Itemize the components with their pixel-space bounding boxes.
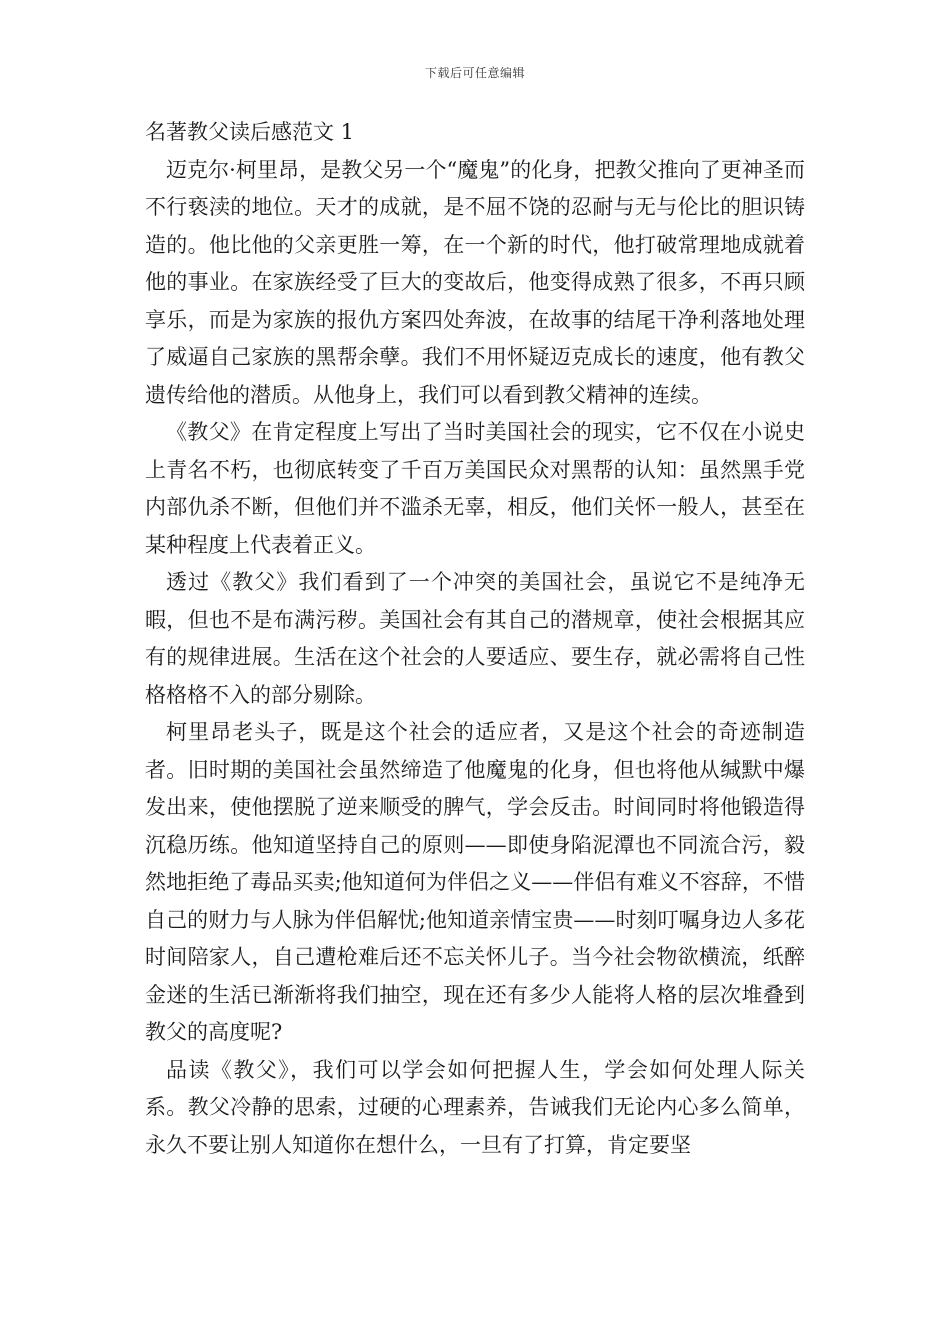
paragraph: 迈克尔·柯里昂，是教父另一个“魔鬼”的化身，把教父推向了更神圣而不行亵渎的地位。天才的成就，是不屈不饶的忍耐与无与伦比的胆识铸造的。他比他的父亲更胜一筹，在一个新的时代，他打破常理地成就着他的事业。在家族经受了巨大的变故后，他变得成熟了很多，不再只顾享乐，而是为家族的报仇方案四处奔波，在故事的结尾干净利落地处理了威逼自己家族的黑帮余孽。我们不用怀疑迈克成长的速度，他有教父遗传给他的潜质。从他身上，我们可以看到教父精神的连续。 xyxy=(145,157,805,407)
paragraph: 品读《教父》，我们可以学会如何把握人生，学会如何处理人际关系。教父冷静的思索，过硬的心理素养，告诫我们无论内心多么简单，永久不要让别人知道你在想什么，一旦有了打算，肯定要坚 xyxy=(145,1057,805,1157)
paragraph: 《教父》在肯定程度上写出了当时美国社会的现实，它不仅在小说史上青名不朽，也彻底转变了千百万美国民众对黑帮的认知：虽然黑手党内部仇杀不断，但他们并不滥杀无辜，相反，他们关怀一般人，甚至在某种程度上代表着正义。 xyxy=(145,420,805,557)
paragraph: 柯里昂老头子，既是这个社会的适应者，又是这个社会的奇迹制造者。旧时期的美国社会虽然缔造了他魔鬼的化身，但也将他从缄默中爆发出来，使他摆脱了逆来顺受的脾气，学会反击。时间同时将他锻造得沉稳历练。他知道坚持自己的原则——即使身陷泥潭也不同流合污，毅然地拒绝了毒品买卖;他知道何为伴侣之义——伴侣有难义不容辞，不惜自己的财力与人脉为伴侣解忧;他知道亲情宝贵——时刻叮嘱身边人多花时间陪家人，自己遭枪难后还不忘关怀儿子。当今社会物欲横流，纸醉金迷的生活已渐渐将我们抽空，现在还有多少人能将人格的层次堆叠到教父的高度呢? xyxy=(145,720,805,1044)
paragraph: 透过《教父》我们看到了一个冲突的美国社会，虽说它不是纯净无暇，但也不是布满污秽。美国社会有其自己的潜规章，使社会根据其应有的规律进展。生活在这个社会的人要适应、要生存，就必需将自己性格格格不入的部分剔除。 xyxy=(145,570,805,707)
header-note: 下载后可任意编辑 xyxy=(424,66,525,80)
document-title: 名著教父读后感范文 1 xyxy=(145,120,355,144)
document-body xyxy=(145,114,805,1164)
